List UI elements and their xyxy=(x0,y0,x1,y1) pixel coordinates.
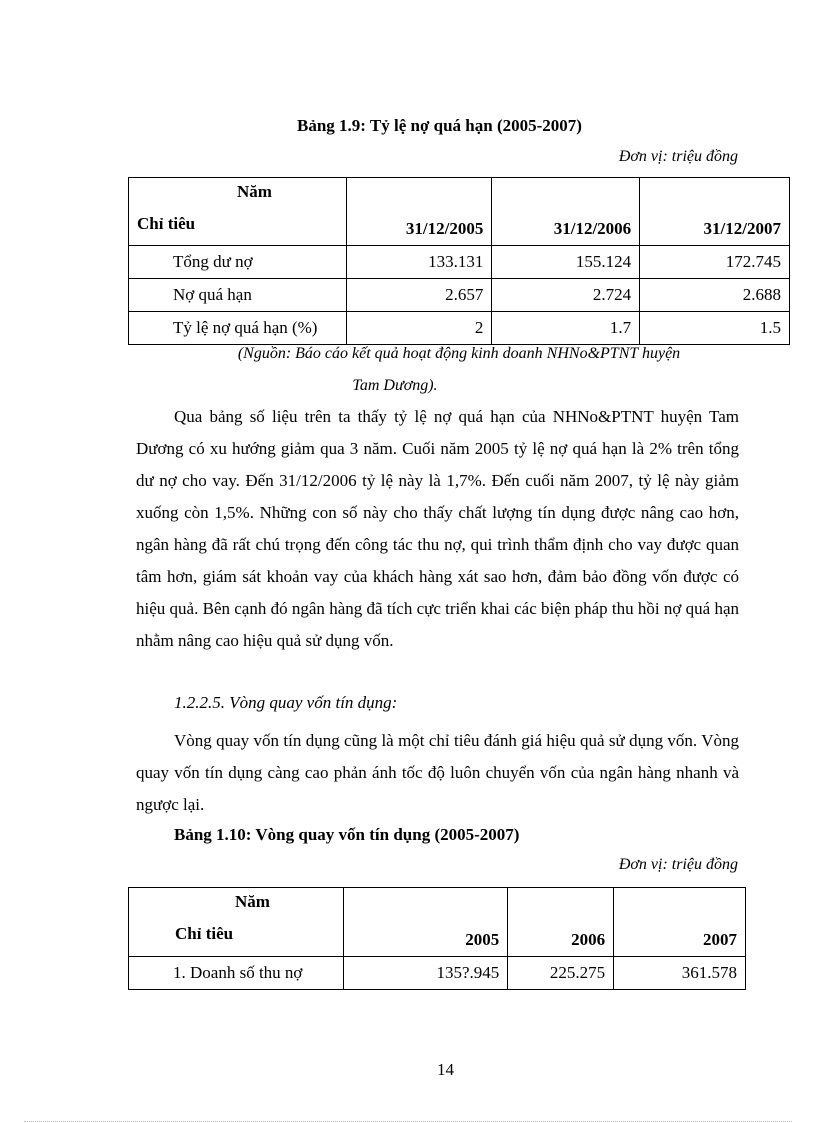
table2 xyxy=(128,887,746,990)
body-paragraph xyxy=(136,725,739,821)
table-row xyxy=(129,312,790,345)
cell-value: 172.745 xyxy=(640,246,790,279)
body-paragraph xyxy=(136,401,739,657)
table1-col-header: 31/12/2005 xyxy=(346,178,492,246)
row-label: Tổng dư nợ xyxy=(129,246,347,279)
table1-header-criteria: Chỉ tiêu xyxy=(137,214,196,233)
paragraph1-text: Qua bảng số liệu trên ta thấy tỷ lệ nợ quá hạn của NHNo&PTNT huyện Tam Dương có xu hướng giảm qua 3 năm. Cuối năm 2005 tỷ lệ nợ quá hạn là 2% trên tổng dư nợ cho vay. Đến 31/12/2006 tỷ lệ này là 1,7%. Đến cuối năm 2007, tỷ lệ này giảm xuống còn 1,5%. Những con số này cho thấy chất lượng tín dụng được nâng cao hơn, ngân hàng đã rất chú trọng đến công tác thu nợ, qui trình thẩm định cho vay được quan tâm hơn, giám sát khoản vay của khách hàng xát sao hơn, đảm bảo đồng vốn được có hiệu quả. Bên cạnh đó ngân hàng đã tích cực triển khai các biện pháp thu hồi nợ quá hạn nhằm nâng cao hiệu quả sử dụng vốn. xyxy=(136,407,739,650)
table1-header-year: Năm xyxy=(237,182,272,201)
section-heading: 1.2.2.5. Vòng quay vốn tín dụng: xyxy=(174,693,398,712)
cell-value: 135?.945 xyxy=(343,957,508,990)
table1-title: Bảng 1.9: Tỷ lệ nợ quá hạn (2005-2007) xyxy=(297,116,582,135)
table1-corner-cell xyxy=(129,178,347,246)
table2-header-row xyxy=(129,888,746,957)
table2-col-header: 2005 xyxy=(343,888,508,957)
table1 xyxy=(128,177,790,345)
table1-source-line1: (Nguồn: Báo cáo kết quả hoạt động kinh doanh NHNo&PTNT huyện xyxy=(237,345,681,362)
footer-divider xyxy=(24,1121,792,1122)
table2-header-criteria: Chỉ tiêu xyxy=(175,924,234,943)
table2-header-year: Năm xyxy=(235,892,270,911)
page-number: 14 xyxy=(437,1060,454,1079)
cell-value: 2.657 xyxy=(346,279,492,312)
paragraph2-text: Vòng quay vốn tín dụng cũng là một chỉ tiêu đánh giá hiệu quả sử dụng vốn. Vòng quay vốn tín dụng càng cao phản ánh tốc độ luôn chuyển vốn của ngân hàng nhanh và ngược lại. xyxy=(136,731,739,814)
table2-title: Bảng 1.10: Vòng quay vốn tín dụng (2005-2007) xyxy=(174,825,520,844)
table-row xyxy=(129,246,790,279)
cell-value: 2.724 xyxy=(492,279,640,312)
table1-source-line2: Tam Dương). xyxy=(352,377,438,394)
cell-value: 133.131 xyxy=(346,246,492,279)
cell-value: 361.578 xyxy=(614,957,746,990)
cell-value: 2.688 xyxy=(640,279,790,312)
table2-col-header: 2006 xyxy=(508,888,614,957)
cell-value: 1.7 xyxy=(492,312,640,345)
table1-unit: Đơn vị: triệu đồng xyxy=(618,148,738,165)
table2-unit: Đơn vị: triệu đồng xyxy=(618,856,738,873)
cell-value: 1.5 xyxy=(640,312,790,345)
table1-col-header: 31/12/2006 xyxy=(492,178,640,246)
table-row xyxy=(129,279,790,312)
cell-value: 155.124 xyxy=(492,246,640,279)
row-label: 1. Doanh số thu nợ xyxy=(129,957,344,990)
table-row xyxy=(129,957,746,990)
table2-col-header: 2007 xyxy=(614,888,746,957)
cell-value: 225.275 xyxy=(508,957,614,990)
row-label: Tỷ lệ nợ quá hạn (%) xyxy=(129,312,347,345)
table1-header-row xyxy=(129,178,790,246)
cell-value: 2 xyxy=(346,312,492,345)
table1-col-header: 31/12/2007 xyxy=(640,178,790,246)
table2-corner-cell xyxy=(129,888,344,957)
row-label: Nợ quá hạn xyxy=(129,279,347,312)
